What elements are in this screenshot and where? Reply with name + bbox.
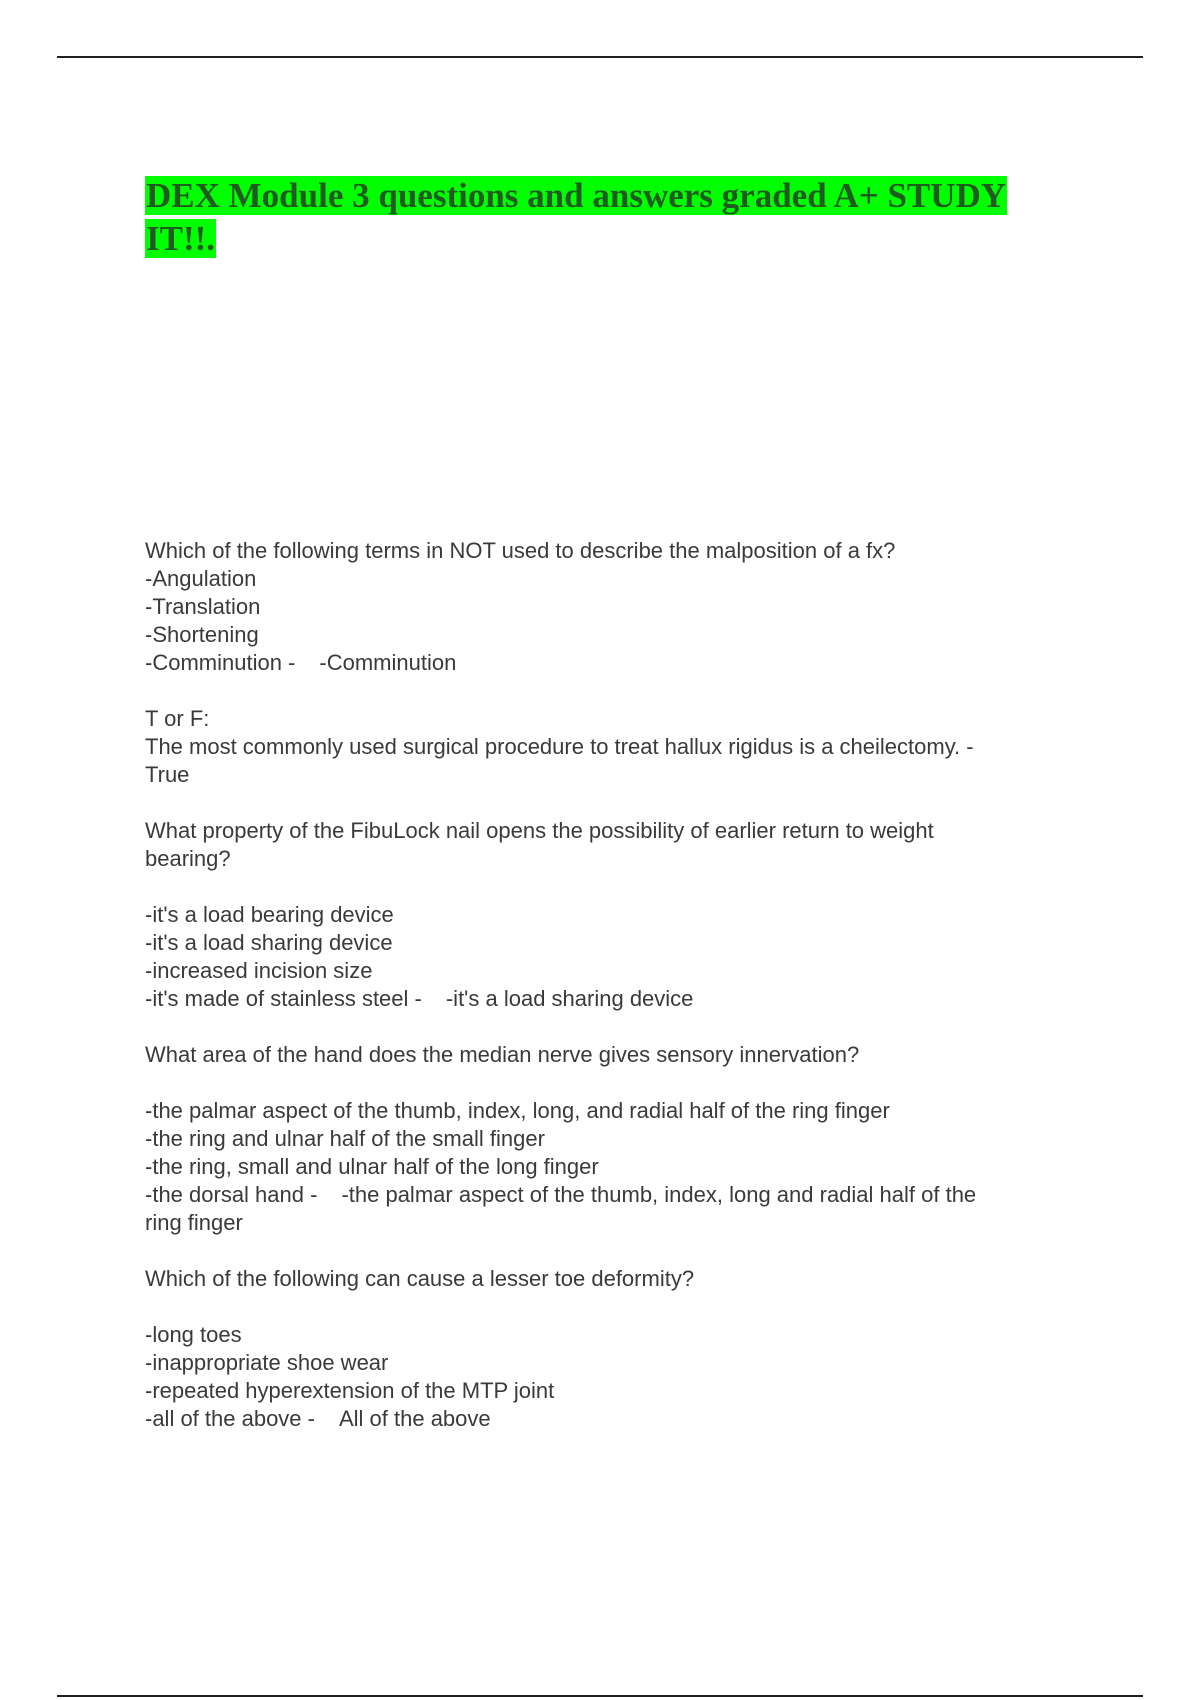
qa-line-text: What area of the hand does the median nerve gives sensory innervation? — [145, 1042, 860, 1067]
qa-line — [145, 817, 1075, 845]
qa-list — [145, 537, 1075, 1461]
qa-line-text: bearing? — [145, 846, 231, 871]
qa-line — [145, 1125, 1075, 1153]
qa-line-text: What property of the FibuLock nail opens the possibility of earlier return to weight — [145, 818, 934, 843]
qa-line — [145, 1181, 1075, 1209]
document-title — [145, 174, 1075, 260]
qa-line-text: ring finger — [145, 1210, 243, 1235]
qa-line — [145, 733, 1075, 761]
qa-line-text: -long toes — [145, 1322, 242, 1347]
qa-line — [145, 1069, 1075, 1097]
qa-line-text: -Translation — [145, 594, 261, 619]
qa-line — [145, 537, 1075, 565]
qa-line — [145, 929, 1075, 957]
qa-line-text: T or F: — [145, 706, 210, 731]
qa-line-text: -the dorsal hand - — [145, 1182, 318, 1207]
qa-line-text: -increased incision size — [145, 958, 373, 983]
qa-line — [145, 1041, 1075, 1069]
qa-line — [145, 1377, 1075, 1405]
qa-item — [145, 1265, 1075, 1433]
qa-line-text: -repeated hyperextension of the MTP joint — [145, 1378, 555, 1403]
qa-line — [145, 1097, 1075, 1125]
qa-line-text: Which of the following terms in NOT used to describe the malposition of a fx? — [145, 538, 896, 563]
qa-line-text: -it's a load sharing device — [145, 930, 393, 955]
qa-line-text: -the ring, small and ulnar half of the long finger — [145, 1154, 599, 1179]
qa-answer: -the palmar aspect of the thumb, index, long and radial half of the — [341, 1182, 977, 1207]
qa-line — [145, 1293, 1075, 1321]
qa-line-text: -it's made of stainless steel - — [145, 986, 422, 1011]
qa-line-text: -it's a load bearing device — [145, 902, 394, 927]
qa-line — [145, 1405, 1075, 1433]
qa-line-text: -all of the above - — [145, 1406, 315, 1431]
qa-line-text: -Comminution - — [145, 650, 296, 675]
qa-item — [145, 537, 1075, 677]
qa-line — [145, 761, 1075, 789]
qa-line-text: True — [145, 762, 190, 787]
qa-answer: All of the above — [338, 1406, 491, 1431]
qa-line-text: The most commonly used surgical procedure to treat hallux rigidus is a cheilectomy. - — [145, 734, 974, 759]
qa-line — [145, 845, 1075, 873]
qa-item — [145, 817, 1075, 1013]
qa-line — [145, 593, 1075, 621]
qa-line — [145, 985, 1075, 1013]
qa-line — [145, 1349, 1075, 1377]
qa-line — [145, 873, 1075, 901]
qa-line-text: -inappropriate shoe wear — [145, 1350, 389, 1375]
header-rule — [57, 56, 1143, 58]
qa-line — [145, 705, 1075, 733]
qa-line — [145, 1153, 1075, 1181]
qa-line-text: -Angulation — [145, 566, 257, 591]
qa-line — [145, 1265, 1075, 1293]
qa-line — [145, 621, 1075, 649]
qa-line — [145, 1321, 1075, 1349]
qa-answer: -Comminution — [319, 650, 457, 675]
qa-line — [145, 1209, 1075, 1237]
qa-line — [145, 957, 1075, 985]
qa-line — [145, 649, 1075, 677]
qa-line — [145, 565, 1075, 593]
title-highlight: DEX Module 3 questions and answers graded A+ STUDY IT!!. — [146, 176, 1007, 258]
qa-line-text: Which of the following can cause a lesser toe deformity? — [145, 1266, 695, 1291]
qa-item — [145, 705, 1075, 789]
qa-line — [145, 901, 1075, 929]
qa-line-text: -the palmar aspect of the thumb, index, long, and radial half of the ring finger — [145, 1098, 890, 1123]
qa-line-text: -Shortening — [145, 622, 259, 647]
qa-answer: -it's a load sharing device — [445, 986, 694, 1011]
qa-line-text: -the ring and ulnar half of the small finger — [145, 1126, 545, 1151]
qa-item — [145, 1041, 1075, 1237]
footer-rule — [57, 1695, 1143, 1697]
